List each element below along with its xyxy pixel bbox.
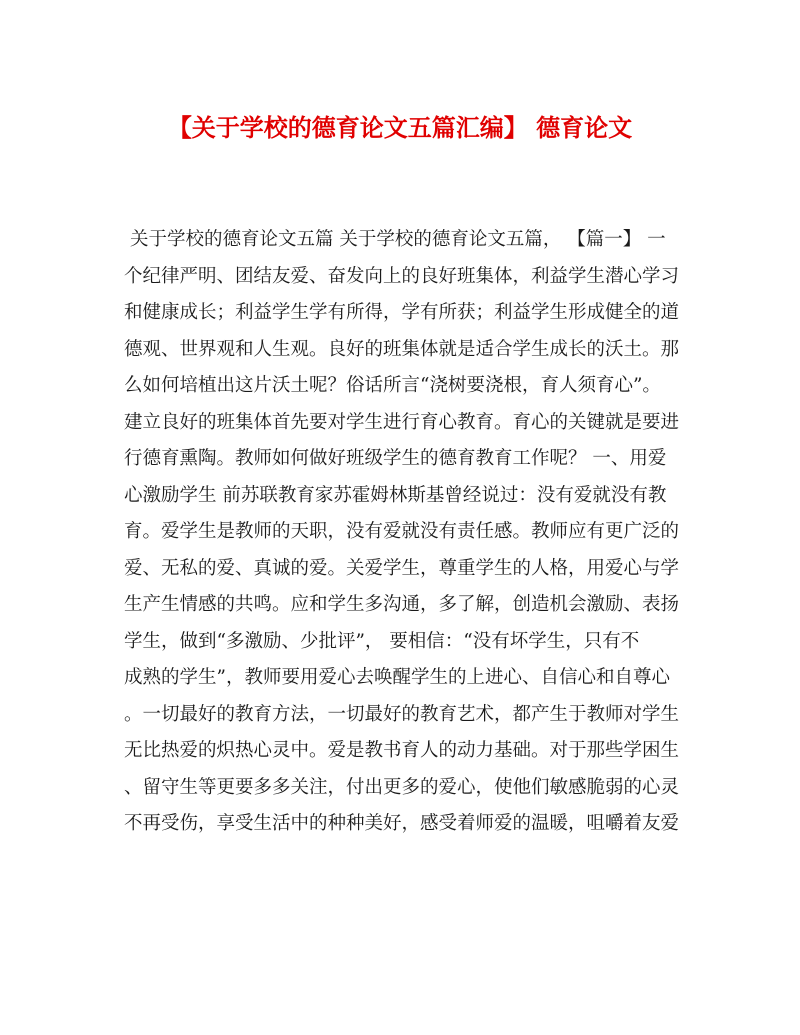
body-line: 关于学校的德育论文五篇 关于学校的德育论文五篇， 【篇一】 一 <box>130 229 666 250</box>
document-title: 【关于学校的德育论文五篇汇编】 德育论文 <box>167 114 633 142</box>
body-line: 心激励学生 前苏联教育家苏霍姆林斯基曾经说过：没有爱就没有教 <box>124 484 667 506</box>
body-line: 生产生情感的共鸣。应和学生多沟通，多了解，创造机会激励、表扬 <box>124 594 680 615</box>
body-line: 无比热爱的炽热心灵中。爱是教书育人的动力基础。对于那些学困生 <box>124 740 680 761</box>
body-line: 育。爱学生是教师的天职，没有爱就没有责任感。教师应有更广泛的 <box>124 521 680 542</box>
body-line: 和健康成长；利益学生学有所得，学有所获；利益学生形成健全的道 <box>124 302 680 323</box>
body-line: 么如何培植出这片沃土呢？俗话所言“浇树要浇根，育人须育心”。 <box>124 375 661 396</box>
body-line: 不再受伤，享受生活中的种种美好，感受着师爱的温暖，咀嚼着友爱 <box>124 813 680 834</box>
body-line: 、留守生等更要多多关注，付出更多的爱心，使他们敏感脆弱的心灵 <box>124 776 680 798</box>
body-line: 成熟的学生”，教师要用爱心去唤醒学生的上进心、自信心和自尊心 <box>124 667 670 688</box>
body-line: 学生，做到“多激励、少批评”， 要相信：“没有坏学生，只有不 <box>124 630 640 652</box>
document-body <box>124 222 694 843</box>
body-line: 德观、世界观和人生观。良好的班集体就是适合学生成长的沃土。那 <box>124 338 680 360</box>
body-line: 行德育熏陶。教师如何做好班级学生的德育教育工作呢？ 一、用爱 <box>124 448 667 469</box>
body-line: 。一切最好的教育方法，一切最好的教育艺术，都产生于教师对学生 <box>124 703 680 725</box>
body-line: 爱、无私的爱、真诚的爱。关爱学生，尊重学生的人格，用爱心与学 <box>124 557 680 579</box>
body-line: 个纪律严明、团结友爱、奋发向上的良好班集体，利益学生潜心学习 <box>124 265 680 287</box>
body-line: 建立良好的班集体首先要对学生进行育心教育。育心的关键就是要进 <box>124 411 680 433</box>
